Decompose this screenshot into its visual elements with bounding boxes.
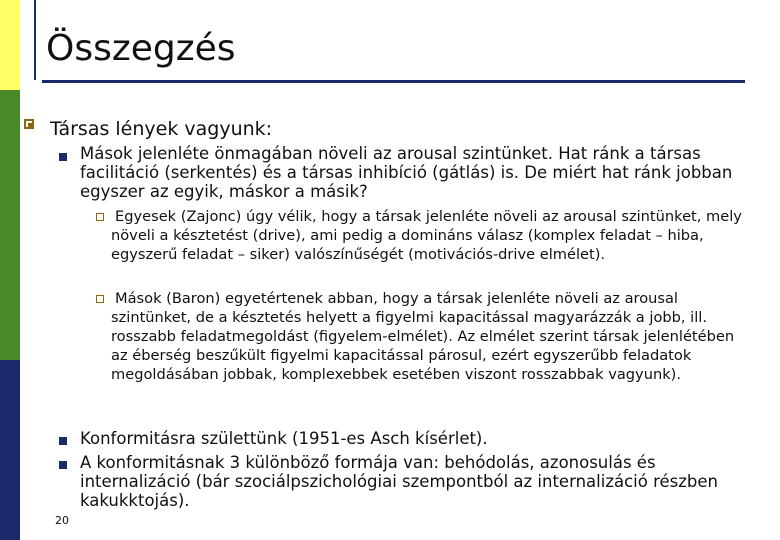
- bullet-square-icon: [59, 461, 67, 469]
- bullet-square-icon: [59, 437, 67, 445]
- bullet-text-zajonc: Egyesek (Zajonc) úgy vélik, hogy a társak jelenléte növeli az arousal szintünket, mely növeli a késztetést (drive), ami pedig a domináns válasz (komplex feladat – hiba, egyszerű feladat – siker) valószínűségét (motivációs-drive elmélet).: [111, 208, 742, 263]
- main-bullet-text: Társas lények vagyunk:: [50, 118, 273, 140]
- bullet-square-icon: [59, 153, 67, 161]
- bullet-text-conformity: A konformitásnak 3 különböző formája van: behódolás, azonosulás és internalizáció (bár szociálpszichológiai szempontból az internalizáció részben kakukktojás).: [80, 453, 718, 510]
- accent-bar-green: [0, 90, 20, 360]
- title-vertical-rule: [34, 0, 36, 80]
- accent-bar-navy: [0, 360, 20, 540]
- bullet-box-icon: [96, 213, 104, 221]
- bullet-box-icon: [24, 119, 34, 129]
- slide-title: Összegzés: [46, 28, 236, 69]
- page-number: 20: [55, 514, 69, 527]
- accent-bar-yellow: [0, 0, 20, 90]
- bullet-text-asch: Konformitásra születtünk (1951-es Asch kísérlet).: [80, 429, 488, 448]
- title-underline: [42, 80, 745, 83]
- bullet-text-arousal: Mások jelenléte önmagában növeli az arousal szintünket. Hat ránk a társas facilitáció (serkentés) és a társas inhibíció (gátlás) is. De miért hat ránk jobban egyszer az egyik, máskor a másik?: [80, 144, 733, 201]
- bullet-box-icon: [96, 295, 104, 303]
- bullet-text-baron: Mások (Baron) egyetértenek abban, hogy a társak jelenléte növeli az arousal szintünket, de a késztetés helyett a figyelmi kapacitással magyarázzák a jobb, ill. rosszabb feladatmegoldást (figyelem-elmélet). Az elmélet szerint társak jelenlétében az éberség beszűkült figyelmi kapacitással párosul, ezért egyszerűbb feladatok megoldásában jobbak, komplexebbek esetében viszont rosszabbak vagyunk).: [111, 290, 735, 383]
